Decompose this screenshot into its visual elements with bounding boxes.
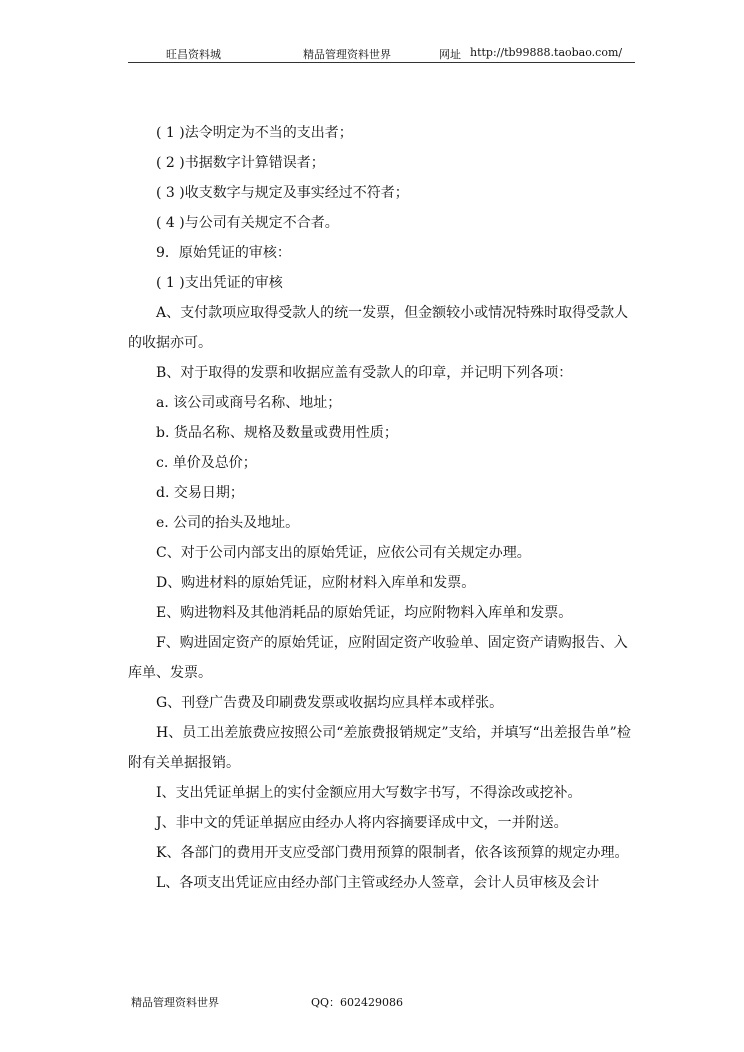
- paragraph: I、支出凭证单据上的实付金额应用大写数字书写，不得涂改或挖补。: [156, 785, 582, 801]
- paragraph: H、员工出差旅费应按照公司“差旅费报销规定”支给，并填写“出差报告单”检附有关单据报销。: [128, 725, 631, 771]
- header-url: http://tb99888.taobao.com/: [470, 46, 623, 59]
- list-item: d. 交易日期；: [156, 485, 244, 501]
- paragraph: K、各部门的费用开支应受部门费用预算的限制者，依各该预算的规定办理。: [156, 845, 629, 861]
- list-item: b. 货品名称、规格及数量或费用性质；: [156, 425, 398, 441]
- list-item: c. 单价及总价；: [156, 455, 257, 471]
- page-header: [128, 44, 635, 63]
- list-item: a. 该公司或商号名称、地址；: [156, 395, 342, 411]
- subsection-heading: ( 1 )支出凭证的审核: [156, 275, 283, 291]
- paragraph: ( 2 )书据数字计算错误者；: [156, 155, 325, 171]
- paragraph: D、购进材料的原始凭证，应附材料入库单和发票。: [156, 575, 476, 591]
- footer-site-name: 精品管理资料世界: [131, 996, 219, 1009]
- footer-qq: QQ：602429086: [311, 996, 404, 1009]
- paragraph: F、购进固定资产的原始凭证，应附固定资产收验单、固定资产请购报告、入库单、发票。: [128, 635, 628, 681]
- paragraph: G、刊登广告费及印刷费发票或收据均应具样本或样张。: [156, 695, 504, 711]
- paragraph: A、支付款项应取得受款人的统一发票，但金额较小或情况特殊时取得受款人的收据亦可。: [128, 305, 629, 351]
- paragraph: C、对于公司内部支出的原始凭证，应依公司有关规定办理。: [156, 545, 531, 561]
- paragraph: ( 3 )收支数字与规定及事实经过不符者；: [156, 185, 409, 201]
- list-item: e. 公司的抬头及地址。: [156, 515, 300, 531]
- header-url-label: 网址: [439, 48, 461, 61]
- paragraph: J、非中文的凭证单据应由经办人将内容摘要译成中文，一并附送。: [156, 815, 568, 831]
- paragraph: B、对于取得的发票和收据应盖有受款人的印章，并记明下列各项：: [156, 365, 573, 381]
- section-heading: 9．原始凭证的审核：: [156, 245, 291, 261]
- document-body: [128, 118, 640, 898]
- paragraph: ( 1 )法令明定为不当的支出者；: [156, 125, 353, 141]
- header-title: 精品管理资料世界: [303, 48, 391, 61]
- paragraph: ( 4 )与公司有关规定不合者。: [156, 215, 339, 231]
- paragraph: E、购进物料及其他消耗品的原始凭证，均应附物料入库单和发票。: [156, 605, 573, 621]
- paragraph: L、各项支出凭证应由经办部门主管或经办人签章，会计人员审核及会计: [156, 875, 600, 891]
- header-site-name: 旺昌资料城: [166, 48, 221, 61]
